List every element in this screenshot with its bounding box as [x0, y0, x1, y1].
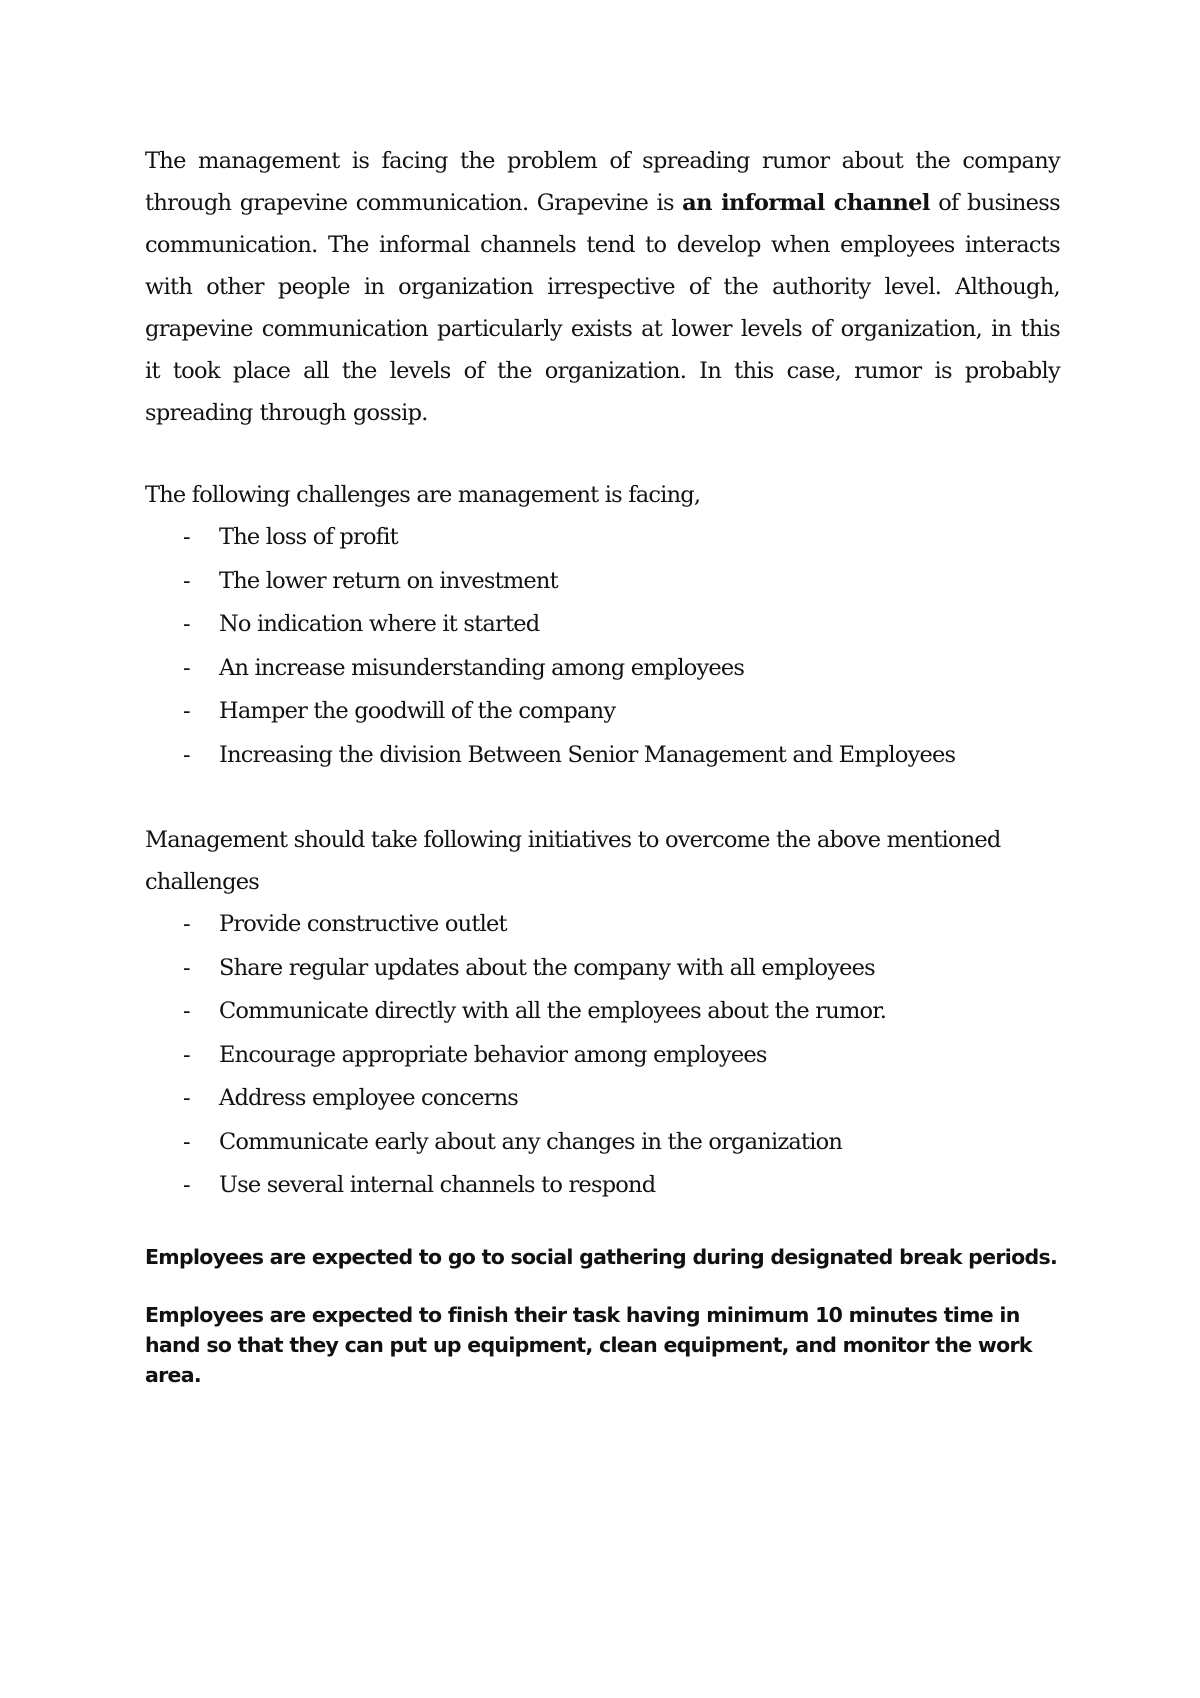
- list-item-text: The lower return on investment: [219, 567, 558, 594]
- list-item: [145, 903, 1060, 947]
- list-item: [145, 1121, 1060, 1165]
- dash-bullet: -: [183, 911, 190, 937]
- dash-bullet: -: [183, 954, 190, 981]
- list-item-text: Encourage appropriate behavior among employees: [219, 1041, 767, 1068]
- dash-bullet: -: [183, 1128, 190, 1155]
- challenges-list: [145, 516, 1060, 777]
- list-item-text: Hamper the goodwill of the company: [219, 698, 616, 724]
- document-body: [145, 140, 1060, 1390]
- list-item-text: Provide constructive outlet: [219, 911, 507, 937]
- list-item-text: The loss of profit: [219, 524, 398, 550]
- dash-bullet: -: [183, 1085, 190, 1111]
- dash-bullet: -: [183, 698, 190, 724]
- task-completion-note: Employees are expected to finish their task having minimum 10 minutes time in hand so that they can put up equipment, clean equipment, and monitor the work area.: [145, 1302, 1032, 1387]
- list-item: [145, 603, 1060, 647]
- initiatives-lead: Management should take following initiatives to overcome the above mentioned challenges: [145, 827, 1001, 895]
- list-item: [145, 1164, 1060, 1208]
- dash-bullet: -: [183, 524, 190, 550]
- challenges-lead: The following challenges are management is facing,: [145, 482, 701, 508]
- dash-bullet: -: [183, 567, 190, 594]
- break-period-note: Employees are expected to go to social gathering during designated break periods.: [145, 1244, 1058, 1269]
- list-item: [145, 1077, 1060, 1121]
- intro-text-start: The management is facing the problem of spreading rumor about the company through grapevine communication. Grapevine is: [145, 148, 1060, 216]
- list-item: [145, 647, 1060, 691]
- list-item: [145, 734, 1060, 778]
- dash-bullet: -: [183, 1172, 190, 1198]
- list-item: [145, 560, 1060, 604]
- dash-bullet: -: [183, 741, 190, 768]
- dash-bullet: -: [183, 1041, 190, 1068]
- list-item-text: Address employee concerns: [219, 1085, 519, 1111]
- list-item-text: An increase misunderstanding among employees: [219, 654, 745, 681]
- dash-bullet: -: [183, 611, 190, 637]
- list-item-text: Share regular updates about the company with all employees: [219, 954, 875, 981]
- list-item-text: Communicate directly with all the employees about the rumor.: [219, 998, 887, 1024]
- list-item-text: Communicate early about any changes in the organization: [219, 1128, 843, 1155]
- list-item: [145, 1034, 1060, 1078]
- intro-paragraph: [145, 140, 1060, 434]
- dash-bullet: -: [183, 998, 190, 1024]
- initiatives-list: [145, 903, 1060, 1208]
- list-item: [145, 990, 1060, 1034]
- dash-bullet: -: [183, 654, 190, 681]
- list-item-text: No indication where it started: [219, 611, 540, 637]
- list-item-text: Increasing the division Between Senior Management and Employees: [219, 741, 956, 768]
- intro-bold-phrase: an informal channel: [682, 190, 930, 216]
- list-item: [145, 690, 1060, 734]
- list-item: [145, 516, 1060, 560]
- intro-text-end: of business communication. The informal channels tend to develop when employees interacts with other people in organization irrespective of the authority level. Although, grapevine communication particularly exists at lower levels of organization, in this it took place all the levels of the organization. In this case, rumor is probably spreading through gossip.: [145, 190, 1060, 426]
- list-item-text: Use several internal channels to respond: [219, 1172, 656, 1198]
- list-item: [145, 947, 1060, 991]
